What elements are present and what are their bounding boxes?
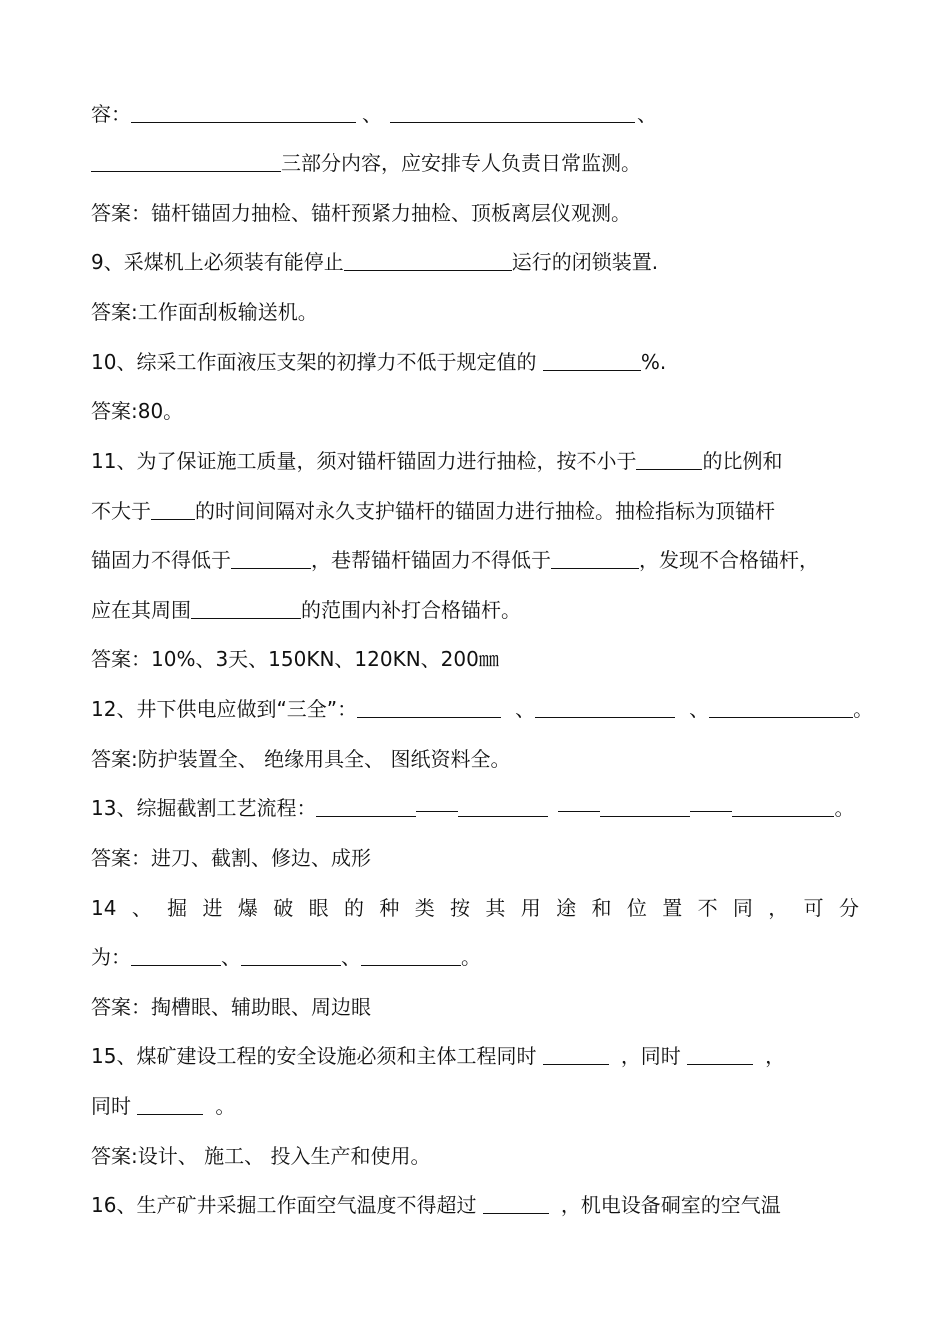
text: 运行的闭锁装置. — [511, 250, 659, 274]
answer-blank[interactable] — [357, 695, 501, 718]
dash — [558, 799, 600, 812]
answer-15: 答案:设计、 施工、 投入生产和使用。 — [91, 1144, 431, 1168]
char: 按 — [450, 896, 471, 920]
answer-blank[interactable] — [600, 794, 690, 817]
text: 容： — [91, 102, 131, 126]
answer-10: 答案:80。 — [91, 399, 184, 423]
answer-blank[interactable] — [458, 794, 548, 817]
answer-11: 答案：10%、3天、150KN、120KN、200㎜ — [91, 647, 499, 671]
char: 眼 — [308, 896, 329, 920]
question-11-line-1 — [91, 443, 782, 479]
dash — [416, 799, 458, 812]
question-11-line-2 — [91, 493, 775, 529]
char: 爆 — [237, 896, 258, 920]
answer-blank[interactable] — [483, 1191, 549, 1214]
text: 的时间间隔对永久支护锚杆的锚固力进行抽检。抽检指标为顶锚杆 — [195, 499, 775, 523]
question-14-line-1 — [91, 890, 859, 926]
char: 位 — [626, 896, 647, 920]
char: 、 — [131, 896, 152, 920]
answer-blank[interactable] — [535, 695, 675, 718]
char: 分 — [839, 896, 859, 920]
text: 的范围内补打合格锚杆。 — [301, 598, 521, 622]
text: %. — [640, 350, 667, 374]
question-14-line-2 — [91, 939, 481, 975]
answer-blank[interactable] — [131, 943, 221, 966]
char: 其 — [485, 896, 506, 920]
char: 进 — [202, 896, 223, 920]
text: 、 — [362, 102, 382, 126]
answer-blank[interactable] — [344, 248, 512, 271]
answer-blank[interactable] — [551, 546, 639, 569]
text: 、 — [637, 102, 657, 126]
text: 11、为了保证施工质量，须对锚杆锚固力进行抽检，按不小于 — [91, 449, 637, 473]
text: 、 — [689, 697, 710, 721]
text: 13、综掘截割工艺流程： — [91, 796, 317, 820]
answer-blank[interactable] — [316, 794, 416, 817]
char: 可 — [803, 896, 824, 920]
text: 三部分内容，应安排专人负责日常监测。 — [281, 151, 641, 175]
text: 12、井下供电应做到“三全”： — [91, 697, 358, 721]
answer-blank[interactable] — [687, 1042, 753, 1065]
question-12 — [91, 691, 873, 727]
text: 为： — [91, 945, 131, 969]
text: 。 — [834, 796, 855, 820]
answer-blank[interactable] — [191, 596, 301, 619]
char: 途 — [556, 896, 577, 920]
answer-blank[interactable] — [543, 1042, 609, 1065]
question-16 — [91, 1187, 781, 1223]
answer-8: 答案：锚杆锚固力抽检、锚杆预紧力抽检、顶板离层仪观测。 — [91, 201, 631, 225]
answer-14: 答案：掏槽眼、辅助眼、周边眼 — [91, 995, 371, 1019]
answer-blank[interactable] — [636, 447, 702, 470]
question-15-line-2 — [91, 1088, 235, 1124]
question-10 — [91, 344, 666, 380]
answer-blank[interactable] — [543, 348, 641, 371]
char: 用 — [520, 896, 541, 920]
answer-blank[interactable] — [91, 149, 281, 172]
text: ， — [765, 1044, 786, 1068]
question-11-line-4 — [91, 592, 521, 628]
text: 、 — [221, 945, 241, 969]
text: 16、生产矿井采掘工作面空气温度不得超过 — [91, 1193, 483, 1217]
text: ，发现不合格锚杆， — [639, 548, 819, 572]
char: ， — [768, 896, 789, 920]
answer-blank[interactable] — [732, 794, 834, 817]
text: 10、综采工作面液压支架的初撑力不低于规定值的 — [91, 350, 543, 374]
text: 同时 — [91, 1094, 138, 1118]
char: 种 — [379, 896, 400, 920]
char: 掘 — [167, 896, 188, 920]
answer-blank[interactable] — [137, 1092, 203, 1115]
char: 的 — [343, 896, 364, 920]
answer-blank[interactable] — [131, 100, 356, 123]
answer-blank[interactable] — [151, 497, 195, 520]
text: 。 — [461, 945, 481, 969]
answer-9: 答案:工作面刮板输送机。 — [91, 300, 318, 324]
char: 不 — [697, 896, 718, 920]
char: 类 — [414, 896, 435, 920]
text: ，同时 — [620, 1044, 688, 1068]
answer-blank[interactable] — [709, 695, 853, 718]
text: 15、煤矿建设工程的安全设施必须和主体工程同时 — [91, 1044, 543, 1068]
text: 锚固力不得低于 — [91, 548, 231, 572]
text: 9、采煤机上必须装有能停止 — [91, 250, 344, 274]
answer-blank[interactable] — [241, 943, 341, 966]
dash — [690, 799, 732, 812]
question-13 — [91, 790, 854, 826]
question-9 — [91, 244, 658, 280]
question-8-line-2 — [91, 145, 641, 181]
char: 破 — [273, 896, 294, 920]
char: 同 — [732, 896, 753, 920]
answer-12: 答案:防护装置全、 绝缘用具全、 图纸资料全。 — [91, 747, 511, 771]
answer-blank[interactable] — [390, 100, 635, 123]
question-15-line-1 — [91, 1038, 785, 1074]
question-11-line-3 — [91, 542, 819, 578]
text: ，巷帮锚杆锚固力不得低于 — [311, 548, 551, 572]
text: 的比例和 — [702, 449, 783, 473]
question-8-line-1 — [91, 96, 657, 132]
text: 、 — [341, 945, 361, 969]
text: 不大于 — [91, 499, 151, 523]
answer-13: 答案：进刀、截割、修边、成形 — [91, 846, 371, 870]
text: 。 — [215, 1094, 236, 1118]
answer-blank[interactable] — [231, 546, 311, 569]
char: 14 — [91, 896, 117, 920]
text: 、 — [515, 697, 536, 721]
text: 。 — [853, 697, 874, 721]
char: 和 — [591, 896, 612, 920]
text: 应在其周围 — [91, 598, 191, 622]
char: 置 — [662, 896, 683, 920]
answer-blank[interactable] — [361, 943, 461, 966]
text: ，机电设备硐室的空气温 — [560, 1193, 781, 1217]
